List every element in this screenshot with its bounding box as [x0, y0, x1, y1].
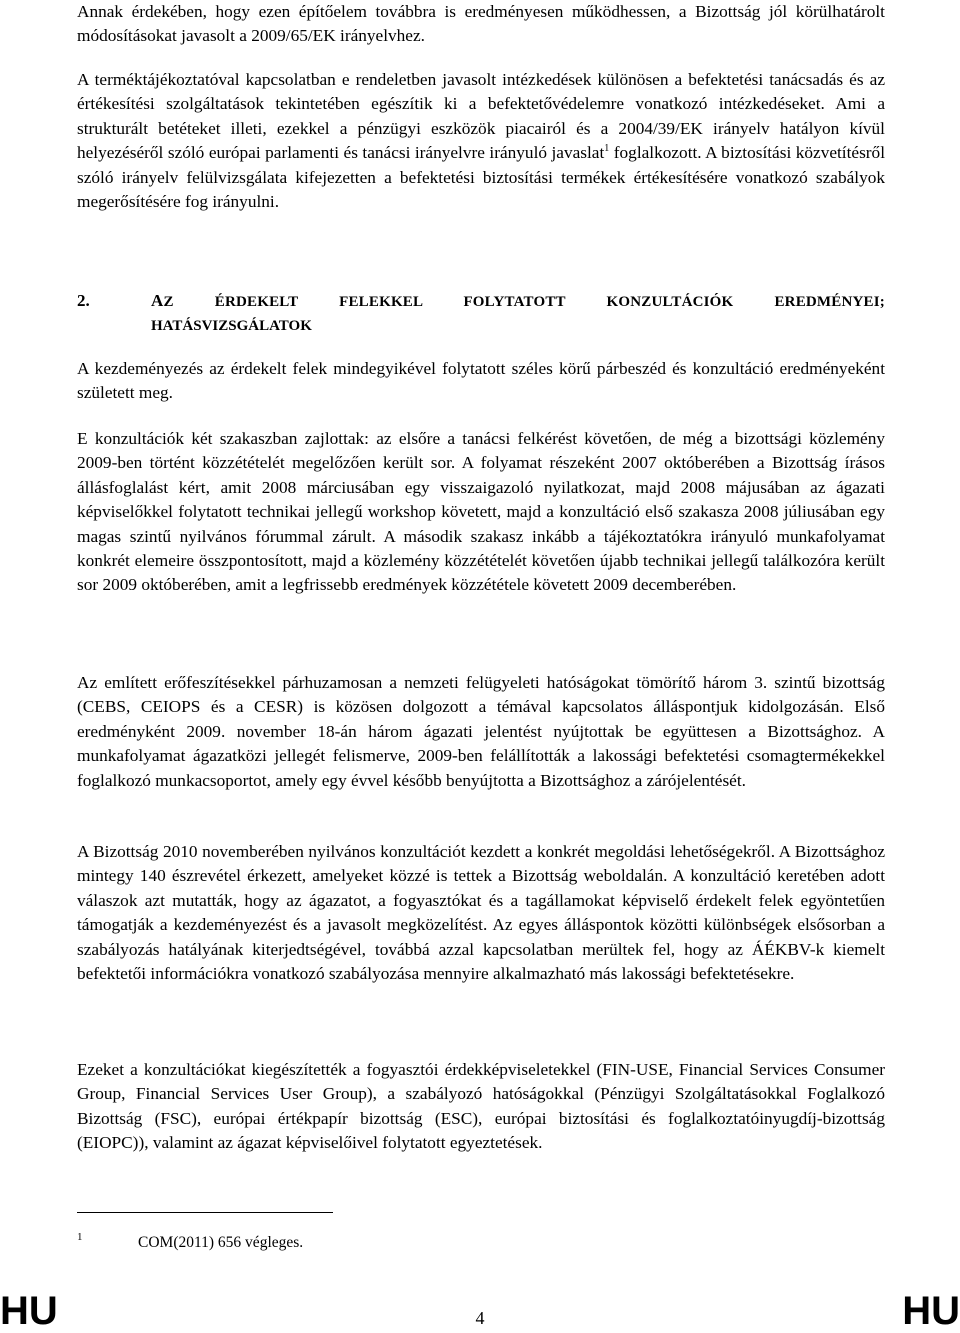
paragraph-consultation-intro: A kezdeményezés az érdekelt felek mindegyikével folytatott széles körű párbeszéd és konzultáció eredményeként született meg. [77, 359, 885, 403]
paragraph-text-part: A terméktájékoztatóval kapcsolatban e rendeletben javasolt intézkedések különösen a befektetési tanácsadás és az értékesítési szolgáltatások tekintetében egészítik ki a befektetővédelemre vonatkozó intézkedéseket. Ami a strukturált betéteket illeti, ezekkel a pénzügyi eszközök piacairól és a 2004/39/EK irányelv hatályon kívül helyezéséről szóló európai parlamenti és tanácsi irányelvre irányuló javaslat [77, 70, 885, 163]
footnote-reference[interactable]: 1 [604, 143, 610, 155]
paragraph-text-part: foglalkozott. A biztosítási közvetítésről szóló irányelv felülvizsgálata kifejezetten a befektetési biztosítási termékek értékesítésére vonatkozó szabályok megerősítésére fog irányulni. [77, 143, 886, 212]
paragraph-product-information [77, 68, 885, 214]
footnote-separator [77, 1212, 333, 1213]
language-code-right: HU [902, 1289, 960, 1333]
page-number: 4 [475, 1308, 485, 1328]
section-title-line-1 [151, 289, 885, 314]
paragraph-stakeholder-consultations: Ezeket a konzultációkat kiegészítették a fogyasztói érdekképviseletekkel (FIN-USE, Financial Services Consumer Group, Financial Services User Group), a szabályozó hatóságokkal (Pénzügyi Szolgáltatásokkal Foglalkozó Bizottság (FSC), európai értékpapír bizottság (ESC), európai biztosítási és foglalkoztatóinyugdíj-bizottság (EIOPC)), valamint az ágazat képviselőivel folytatott egyeztetések. [77, 1060, 885, 1153]
section-title-rest: Z ÉRDEKELT FELEKKEL FOLYTATOTT KONZULTÁCIÓK EREDMÉNYEI; [163, 294, 885, 310]
section-title-initial: A [151, 291, 164, 310]
footnote-number: 1 [77, 1231, 83, 1243]
paragraph-level3-committees: Az említett erőfeszítésekkel párhuzamosan a nemzeti felügyeleti hatóságokat tömörítő három 3. szintű bizottság (CEBS, CEIOPS és a CESR) is közösen dolgozott a témával kapcsolatos álláspontjuk kidolgozásán. Első eredményként 2009. november 18-án három ágazati jelentést nyújtottak be együttesen a Bizottsághoz. A munkafolyamat ágazatközi jellegét felismerve, 2009-ben felállították a lakossági befektetési csomagtermékekkel foglalkozó munkacsoportot, amely egy évvel később benyújtotta a Bizottsághoz a zárójelentését. [77, 673, 885, 790]
section-heading [77, 289, 885, 338]
section-number: 2. [77, 291, 90, 310]
paragraph-intro: Annak érdekében, hogy ezen építőelem továbbra is eredményesen működhessen, a Bizottság jól körülhatárolt módosításokat javasolt a 2009/65/EK irányelvhez. [77, 2, 885, 46]
language-code-left: HU [0, 1289, 58, 1333]
paragraph-public-consultation: A Bizottság 2010 novemberében nyilvános konzultációt kezdett a konkrét megoldási lehetőségekről. A Bizottsághoz mintegy 140 észrevétel érkezett, amelyeket közzé is tettek a Bizottság weboldalán. A konzultáció keretében adott válaszok azt mutatták, hogy az ágazatot, a fogyasztókat és a tagállamokat képviselő érdekelt felek egyöntetűen támogatják a kezdeményezést és a javasolt megközelítést. Az egyes álláspontok közötti különbségek elsősorban a szabályozás hatályának kiterjedtségével, továbbá azzal kapcsolatban merültek fel, hogy az ÁÉKBV-k kiemelt befektetői információkra vonatkozó szabályozása mennyire alkalmazható más lakossági befektetésekre. [77, 842, 885, 984]
footnote-text: COM(2011) 656 végleges. [138, 1234, 304, 1251]
section-title-line-2: HATÁSVIZSGÁLATOK [151, 318, 312, 334]
paragraph-consultation-stages: E konzultációk két szakaszban zajlottak: az elsőre a tanácsi felkérést követően, de még a bizottsági közlemény 2009-ben történt közzétételét megelőzően került sor. A folyamat részeként 2007 októberében a Bizottság írásos állásfoglalást kért, amit 2008 márciusában egy visszaigazoló nyilatkozat, majd 2008 májusában az ágazati képviselőkkel folytatott technikai jellegű workshop követett, majd a konzultáció első szakasza 2008 júliusában egy magas szintű nyilvános fórummal zárult. A második szakasz inkább a tájékoztatókra irányuló munkafolyamat konkrét elemeire összpontosított, majd a közlemény közzétételét követően újabb technikai jellegű találkozóra került sor 2009 októberében, amit a legfrissebb eredmények közzététele követett 2009 decemberében. [77, 429, 885, 595]
footnote [77, 1232, 303, 1254]
